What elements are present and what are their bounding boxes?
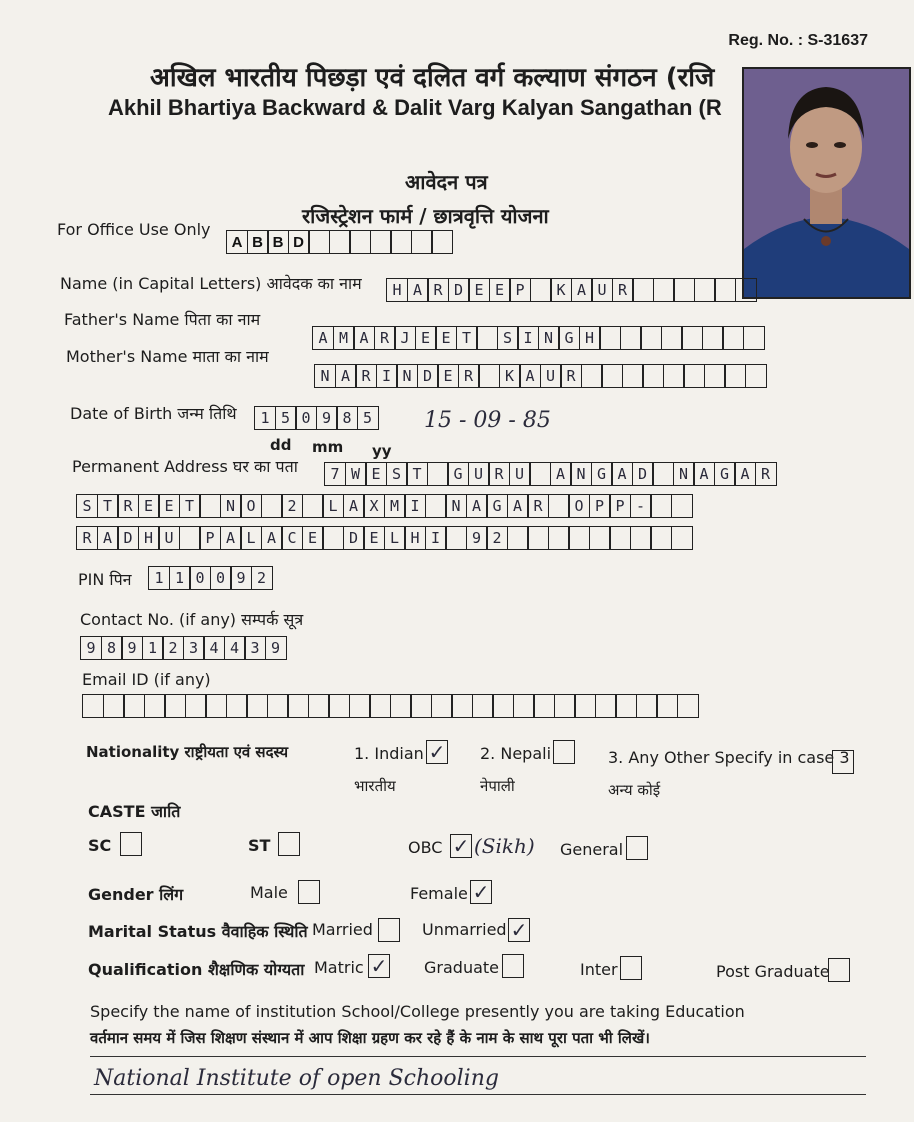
char-box[interactable] (652, 462, 674, 486)
char-box[interactable] (451, 694, 473, 718)
char-box[interactable]: N (538, 326, 560, 350)
char-box[interactable] (694, 278, 716, 302)
institution-label-english: Specify the name of institution School/College presently you are taking Education (90, 1002, 745, 1021)
char-box[interactable] (671, 494, 693, 518)
char-box[interactable]: H (579, 326, 601, 350)
char-box[interactable] (513, 694, 535, 718)
char-box[interactable]: A (312, 326, 334, 350)
char-box[interactable] (589, 526, 611, 550)
char-box[interactable] (349, 694, 371, 718)
gender-label: Gender लिंग (88, 885, 184, 904)
char-box[interactable] (308, 230, 330, 254)
char-box[interactable] (548, 526, 570, 550)
char-box[interactable] (226, 694, 248, 718)
char-box[interactable] (745, 364, 767, 388)
char-box[interactable]: K (499, 364, 521, 388)
char-box[interactable] (390, 230, 412, 254)
char-box[interactable] (390, 694, 412, 718)
char-box[interactable]: 4 (203, 636, 225, 660)
char-box[interactable]: R (76, 526, 98, 550)
nationality-indian-hindi: भारतीय (354, 777, 396, 795)
char-box[interactable]: M (333, 326, 355, 350)
nationality-nepali-hindi: नेपाली (480, 777, 515, 795)
char-box[interactable] (609, 526, 631, 550)
char-box[interactable]: N (570, 462, 592, 486)
char-box[interactable]: A (353, 326, 375, 350)
char-box[interactable]: A (226, 230, 248, 254)
institution-value[interactable]: National Institute of open Schooling (94, 1066, 499, 1091)
caste-label: CASTE जाति (88, 802, 181, 821)
char-box[interactable] (349, 230, 371, 254)
char-box[interactable]: 7 (324, 462, 346, 486)
caste-general-checkbox[interactable] (626, 836, 648, 860)
char-box[interactable]: N (314, 364, 336, 388)
dob-yy-label: yy (372, 442, 392, 460)
char-box[interactable] (724, 364, 746, 388)
char-box[interactable]: D (417, 364, 439, 388)
father-name-boxes[interactable] (312, 326, 763, 350)
qualification-matric-checkbox[interactable]: ✓ (368, 954, 390, 978)
char-box[interactable]: 1 (142, 636, 164, 660)
char-box[interactable] (671, 526, 693, 550)
char-box[interactable]: 5 (357, 406, 379, 430)
char-box[interactable]: A (571, 278, 593, 302)
char-box[interactable]: A (734, 462, 756, 486)
char-box[interactable]: G (447, 462, 469, 486)
char-box[interactable] (478, 364, 500, 388)
char-box[interactable] (302, 494, 324, 518)
office-use-boxes (226, 230, 452, 254)
char-box[interactable]: S (386, 462, 408, 486)
char-box[interactable] (581, 364, 603, 388)
char-box[interactable]: L (322, 494, 344, 518)
contact-label: Contact No. (if any) सम्पर्क सूत्र (80, 610, 304, 629)
char-box[interactable]: D (632, 462, 654, 486)
char-box[interactable]: M (384, 494, 406, 518)
char-box[interactable] (704, 364, 726, 388)
char-box[interactable] (533, 694, 555, 718)
char-box[interactable]: E (138, 494, 160, 518)
char-box[interactable]: A (466, 494, 488, 518)
char-box[interactable]: R (560, 364, 582, 388)
char-box[interactable]: R (612, 278, 634, 302)
char-box[interactable]: L (384, 526, 406, 550)
char-box[interactable]: A (693, 462, 715, 486)
caste-general-label: General (560, 840, 624, 859)
char-box[interactable]: T (406, 462, 428, 486)
char-box[interactable] (595, 694, 617, 718)
char-box[interactable]: T (456, 326, 478, 350)
dob-label: Date of Birth जन्म तिथि (70, 404, 237, 423)
char-box[interactable]: T (97, 494, 119, 518)
char-box[interactable] (185, 694, 207, 718)
address-row-3[interactable] (76, 526, 691, 550)
institution-line-2 (90, 1094, 866, 1095)
char-box[interactable]: B (247, 230, 269, 254)
nationality-indian-label: 1. Indian (354, 744, 424, 763)
char-box[interactable] (650, 526, 672, 550)
char-box[interactable]: E (158, 494, 180, 518)
char-box[interactable] (329, 230, 351, 254)
char-box[interactable] (735, 278, 757, 302)
char-box[interactable]: U (591, 278, 613, 302)
char-box[interactable] (410, 694, 432, 718)
char-box[interactable]: D (288, 230, 310, 254)
caste-sc-label: SC (88, 836, 112, 855)
char-box[interactable]: R (117, 494, 139, 518)
qualification-pg-checkbox[interactable] (828, 958, 850, 982)
char-box[interactable] (199, 494, 221, 518)
char-box[interactable]: 2 (486, 526, 508, 550)
form-subtitle: रजिस्ट्रेशन फार्म / छात्रवृत्ति योजना (302, 204, 549, 228)
char-box[interactable]: R (374, 326, 396, 350)
char-box[interactable] (743, 326, 765, 350)
char-box[interactable] (568, 526, 590, 550)
char-box[interactable] (650, 494, 672, 518)
char-box[interactable] (615, 694, 637, 718)
org-name-english: Akhil Bhartiya Backward & Dalit Varg Kalyan Sangathan (R (108, 95, 722, 120)
char-box[interactable] (622, 364, 644, 388)
char-box[interactable] (287, 694, 309, 718)
email-label: Email ID (if any) (82, 670, 211, 689)
char-box[interactable]: G (591, 462, 613, 486)
qualification-inter-label: Inter (580, 960, 618, 979)
char-box[interactable] (601, 364, 623, 388)
qualification-pg-label: Post Graduate (716, 962, 830, 981)
email-boxes[interactable] (82, 694, 697, 718)
char-box[interactable]: E (363, 526, 385, 550)
char-box[interactable] (179, 526, 201, 550)
char-box[interactable]: 1 (169, 566, 191, 590)
char-box[interactable]: A (550, 462, 572, 486)
char-box[interactable]: E (468, 278, 490, 302)
char-box[interactable] (205, 694, 227, 718)
char-box[interactable]: I (517, 326, 539, 350)
char-box[interactable]: N (220, 494, 242, 518)
char-box[interactable]: 9 (80, 636, 102, 660)
char-box[interactable] (630, 526, 652, 550)
char-box[interactable]: 2 (281, 494, 303, 518)
qualification-graduate-label: Graduate (424, 958, 499, 977)
caste-obc-label: OBC (408, 838, 443, 857)
caste-st-checkbox[interactable] (278, 832, 300, 856)
char-box[interactable]: 5 (275, 406, 297, 430)
char-box[interactable]: 0 (295, 406, 317, 430)
form-title: आवेदन पत्र (405, 170, 488, 194)
char-box[interactable] (642, 364, 664, 388)
char-box[interactable]: I (376, 364, 398, 388)
char-box[interactable]: U (509, 462, 531, 486)
char-box[interactable] (476, 326, 498, 350)
char-box[interactable]: U (158, 526, 180, 550)
char-box[interactable] (548, 494, 570, 518)
char-box[interactable] (322, 526, 344, 550)
nationality-nepali-label: 2. Nepali (480, 744, 552, 763)
mother-name-boxes[interactable] (314, 364, 765, 388)
char-box[interactable]: N (673, 462, 695, 486)
char-box[interactable] (431, 230, 453, 254)
char-box[interactable]: G (558, 326, 580, 350)
nationality-label: Nationality राष्ट्रीयता एवं सदस्य (86, 743, 289, 761)
registration-number: Reg. No. : S-31637 (728, 32, 868, 49)
qualification-inter-checkbox[interactable] (620, 956, 642, 980)
char-box[interactable]: S (497, 326, 519, 350)
char-box[interactable]: D (343, 526, 365, 550)
char-box[interactable]: W (345, 462, 367, 486)
char-box[interactable]: U (540, 364, 562, 388)
char-box[interactable]: H (138, 526, 160, 550)
char-box[interactable]: 1 (254, 406, 276, 430)
char-box[interactable] (261, 494, 283, 518)
char-box[interactable] (702, 326, 724, 350)
char-box[interactable]: T (179, 494, 201, 518)
qualification-matric-label: Matric (314, 958, 364, 977)
char-box[interactable] (369, 694, 391, 718)
char-box[interactable] (554, 694, 576, 718)
char-box[interactable]: 4 (224, 636, 246, 660)
char-box[interactable]: E (489, 278, 511, 302)
char-box[interactable] (492, 694, 514, 718)
char-box[interactable] (431, 694, 453, 718)
char-box[interactable] (636, 694, 658, 718)
char-box[interactable]: E (437, 364, 459, 388)
qualification-graduate-checkbox[interactable] (502, 954, 524, 978)
char-box[interactable]: A (220, 526, 242, 550)
char-box[interactable]: O (240, 494, 262, 518)
gender-female-label: Female (410, 884, 468, 903)
char-box[interactable]: P (589, 494, 611, 518)
dob-dd-label: dd (270, 436, 292, 454)
char-box[interactable]: R (755, 462, 777, 486)
char-box[interactable] (246, 694, 268, 718)
char-box[interactable]: - (630, 494, 652, 518)
char-box[interactable] (425, 494, 447, 518)
char-box[interactable]: O (568, 494, 590, 518)
char-box[interactable]: P (509, 278, 531, 302)
char-box[interactable]: 9 (230, 566, 252, 590)
nationality-indian-checkbox[interactable]: ✓ (426, 740, 448, 764)
char-box[interactable]: A (519, 364, 541, 388)
char-box[interactable] (599, 326, 621, 350)
nationality-other-checkbox[interactable] (832, 750, 854, 774)
org-name-hindi: अखिल भारतीय पिछड़ा एवं दलित वर्ग कल्याण संगठन (रजि (150, 63, 715, 93)
char-box[interactable]: R (527, 494, 549, 518)
char-box[interactable] (663, 364, 685, 388)
nationality-nepali-checkbox[interactable] (553, 740, 575, 764)
char-box[interactable]: K (550, 278, 572, 302)
char-box[interactable] (683, 364, 705, 388)
caste-st-label: ST (248, 836, 271, 855)
marital-married-checkbox[interactable] (378, 918, 400, 942)
char-box[interactable]: 3 (244, 636, 266, 660)
char-box[interactable] (653, 278, 675, 302)
char-box[interactable]: H (386, 278, 408, 302)
char-box[interactable]: L (240, 526, 262, 550)
char-box[interactable]: 2 (251, 566, 273, 590)
char-box[interactable]: A (507, 494, 529, 518)
char-box[interactable] (673, 278, 695, 302)
char-box[interactable]: A (407, 278, 429, 302)
marital-unmarried-label: Unmarried (422, 920, 507, 939)
name-label: Name (in Capital Letters) आवेदक का नाम (60, 274, 362, 293)
char-box[interactable] (677, 694, 699, 718)
pin-label: PIN पिन (78, 570, 132, 589)
char-box[interactable]: J (394, 326, 416, 350)
char-box[interactable] (632, 278, 654, 302)
gender-male-checkbox[interactable] (298, 880, 320, 904)
char-box[interactable]: 0 (189, 566, 211, 590)
char-box[interactable] (656, 694, 678, 718)
mother-name-label: Mother's Name माता का नाम (66, 347, 269, 366)
char-box[interactable] (103, 694, 125, 718)
char-box[interactable]: P (199, 526, 221, 550)
char-box[interactable]: R (427, 278, 449, 302)
char-box[interactable]: A (611, 462, 633, 486)
char-box[interactable]: 9 (466, 526, 488, 550)
char-box[interactable] (530, 278, 552, 302)
dob-boxes[interactable] (254, 406, 377, 430)
char-box[interactable]: 9 (121, 636, 143, 660)
pin-boxes[interactable] (148, 566, 271, 590)
char-box[interactable]: R (488, 462, 510, 486)
char-box[interactable]: R (458, 364, 480, 388)
char-box[interactable]: A (261, 526, 283, 550)
char-box[interactable] (661, 326, 683, 350)
char-box[interactable] (267, 694, 289, 718)
char-box[interactable] (328, 694, 350, 718)
char-box[interactable] (529, 462, 551, 486)
char-box[interactable]: P (609, 494, 631, 518)
name-boxes[interactable] (386, 278, 755, 302)
marital-unmarried-checkbox[interactable]: ✓ (508, 918, 530, 942)
father-name-label: Father's Name पिता का नाम (64, 310, 261, 329)
char-box[interactable] (527, 526, 549, 550)
nationality-other-label: 3. Any Other Specify in case 3 (608, 748, 850, 767)
char-box[interactable] (507, 526, 529, 550)
char-box[interactable]: S (76, 494, 98, 518)
char-box[interactable] (620, 326, 642, 350)
char-box[interactable]: 1 (148, 566, 170, 590)
char-box[interactable]: I (404, 494, 426, 518)
char-box[interactable]: C (281, 526, 303, 550)
char-box[interactable]: N (396, 364, 418, 388)
char-box[interactable]: B (267, 230, 289, 254)
char-box[interactable] (722, 326, 744, 350)
char-box[interactable] (640, 326, 662, 350)
institution-line-1 (90, 1056, 866, 1057)
char-box[interactable]: R (355, 364, 377, 388)
char-box[interactable] (123, 694, 145, 718)
char-box[interactable]: X (363, 494, 385, 518)
char-box[interactable]: E (302, 526, 324, 550)
dob-mm-label: mm (312, 438, 344, 456)
qualification-label: Qualification शैक्षणिक योग्यता (88, 960, 305, 979)
institution-label-hindi: वर्तमान समय में जिस शिक्षण संस्थान में आप शिक्षा ग्रहण कर रहे हैं के नाम के साथ पूरा पता भी लिखें। (90, 1029, 650, 1047)
gender-female-checkbox[interactable]: ✓ (470, 880, 492, 904)
char-box[interactable]: I (425, 526, 447, 550)
char-box[interactable]: 0 (210, 566, 232, 590)
address-label: Permanent Address घर का पता (72, 457, 298, 476)
char-box[interactable]: H (404, 526, 426, 550)
char-box[interactable]: 9 (316, 406, 338, 430)
char-box[interactable]: D (448, 278, 470, 302)
char-box[interactable]: E (435, 326, 457, 350)
caste-obc-note: (Sikh) (474, 834, 535, 858)
contact-boxes[interactable] (80, 636, 285, 660)
char-box[interactable] (82, 694, 104, 718)
char-box[interactable] (308, 694, 330, 718)
char-box[interactable] (714, 278, 736, 302)
char-box[interactable]: A (343, 494, 365, 518)
char-box[interactable]: G (714, 462, 736, 486)
gender-male-label: Male (250, 883, 288, 902)
office-use-label: For Office Use Only (57, 220, 211, 239)
char-box[interactable] (681, 326, 703, 350)
char-box[interactable]: 3 (183, 636, 205, 660)
char-box[interactable]: U (468, 462, 490, 486)
char-box[interactable]: E (415, 326, 437, 350)
char-box[interactable]: 9 (265, 636, 287, 660)
char-box[interactable]: 2 (162, 636, 184, 660)
char-box[interactable]: 8 (101, 636, 123, 660)
char-box[interactable]: E (365, 462, 387, 486)
char-box[interactable]: 8 (336, 406, 358, 430)
caste-sc-checkbox[interactable] (120, 832, 142, 856)
char-box[interactable] (164, 694, 186, 718)
address-row-2[interactable] (76, 494, 691, 518)
char-box[interactable]: A (97, 526, 119, 550)
char-box[interactable] (370, 230, 392, 254)
marital-married-label: Married (312, 920, 373, 939)
address-row-1[interactable] (324, 462, 775, 486)
dob-handwritten: 15 - 09 - 85 (424, 408, 551, 433)
caste-obc-checkbox[interactable]: ✓ (450, 834, 472, 858)
marital-status-label: Marital Status वैवाहिक स्थिति (88, 922, 308, 941)
char-box[interactable]: D (117, 526, 139, 550)
char-box[interactable] (445, 526, 467, 550)
char-box[interactable] (144, 694, 166, 718)
char-box[interactable]: G (486, 494, 508, 518)
char-box[interactable] (574, 694, 596, 718)
char-box[interactable]: A (335, 364, 357, 388)
portrait-image (744, 69, 909, 297)
applicant-photo (742, 67, 911, 299)
nationality-other-hindi: अन्य कोई (608, 781, 661, 799)
char-box[interactable] (427, 462, 449, 486)
char-box[interactable] (472, 694, 494, 718)
char-box[interactable] (411, 230, 433, 254)
char-box[interactable]: N (445, 494, 467, 518)
